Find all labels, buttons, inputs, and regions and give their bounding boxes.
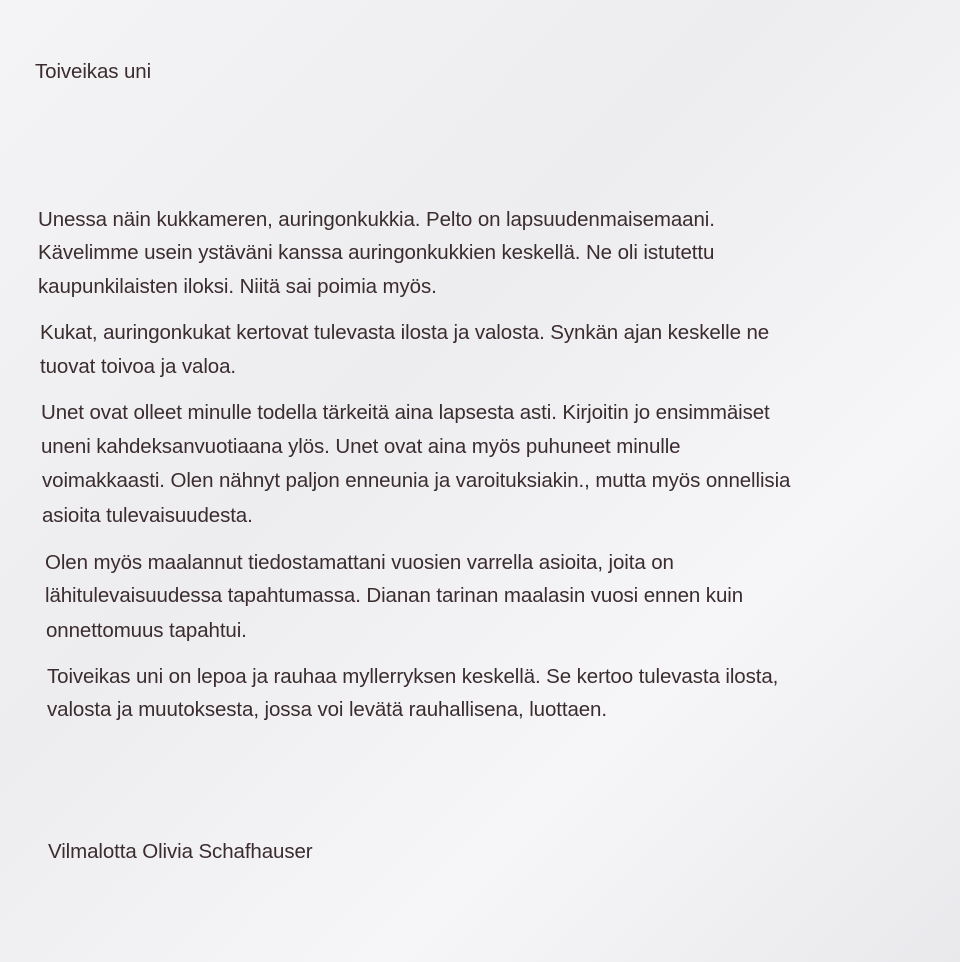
text-line: Unessa näin kukkameren, auringonkukkia. Pelto on lapsuudenmaisemaani. <box>38 208 715 231</box>
text-line: tuovat toivoa ja valoa. <box>40 355 236 378</box>
text-line: valosta ja muutoksesta, jossa voi levätä rauhallisena, luottaen. <box>47 698 607 721</box>
text-line: lähitulevaisuudessa tapahtumassa. Dianan tarinan maalasin vuosi ennen kuin <box>45 584 744 607</box>
text-line: kaupunkilaisten iloksi. Niitä sai poimia myös. <box>38 275 437 298</box>
text-line: Olen myös maalannut tiedostamattani vuosien varrella asioita, joita on <box>45 551 674 574</box>
text-line: Unet ovat olleet minulle todella tärkeitä aina lapsesta asti. Kirjoitin jo ensimmäiset <box>41 401 770 424</box>
text-line: Toiveikas uni on lepoa ja rauhaa myllerryksen keskellä. Se kertoo tulevasta ilosta, <box>47 665 779 688</box>
text-line: Kukat, auringonkukat kertovat tulevasta ilosta ja valosta. Synkän ajan keskelle ne <box>40 321 770 344</box>
text-line: asioita tulevaisuudesta. <box>42 504 253 527</box>
text-line: uneni kahdeksanvuotiaana ylös. Unet ovat aina myös puhuneet minulle <box>41 435 681 458</box>
text-line: onnettomuus tapahtui. <box>46 619 247 642</box>
document-title: Toiveikas uni <box>35 60 152 83</box>
text-line: voimakkaasti. Olen nähnyt paljon enneunia ja varoituksiakin., mutta myös onnellisia <box>42 469 791 492</box>
signature: Vilmalotta Olivia Schafhauser <box>48 840 313 863</box>
text-line: Kävelimme usein ystäväni kanssa auringonkukkien keskellä. Ne oli istutettu <box>38 241 715 264</box>
